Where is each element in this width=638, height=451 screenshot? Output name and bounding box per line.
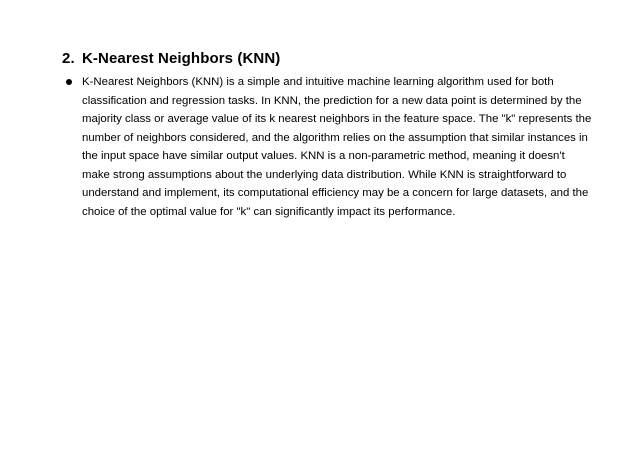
section-title: K-Nearest Neighbors (KNN) xyxy=(82,50,281,67)
text-line: majority class or average value of its k nearest neighbors in the feature space. The "k" represents the xyxy=(82,113,592,125)
text-line: K-Nearest Neighbors (KNN) is a simple and intuitive machine learning algorithm used for both xyxy=(82,76,554,88)
text-line: understand and implement, its computational efficiency may be a concern for large datasets, and the xyxy=(82,187,589,199)
text-line: classification and regression tasks. In KNN, the prediction for a new data point is determined by the xyxy=(82,94,582,107)
section-heading xyxy=(62,50,280,67)
paragraph-text xyxy=(82,73,592,221)
text-line: make strong assumptions about the underlying data distribution. While KNN is straightforward to xyxy=(82,168,567,181)
section-number: 2. xyxy=(62,50,75,67)
bullet-list xyxy=(62,73,592,221)
list-item xyxy=(62,73,592,221)
bullet-icon xyxy=(66,79,72,85)
text-line: the input space have similar output values. KNN is a non-parametric method, meaning it doesn't xyxy=(82,150,565,162)
text-line: choice of the optimal value for "k" can significantly impact its performance. xyxy=(82,205,456,218)
text-line: number of neighbors considered, and the algorithm relies on the assumption that similar instances in xyxy=(82,131,588,144)
